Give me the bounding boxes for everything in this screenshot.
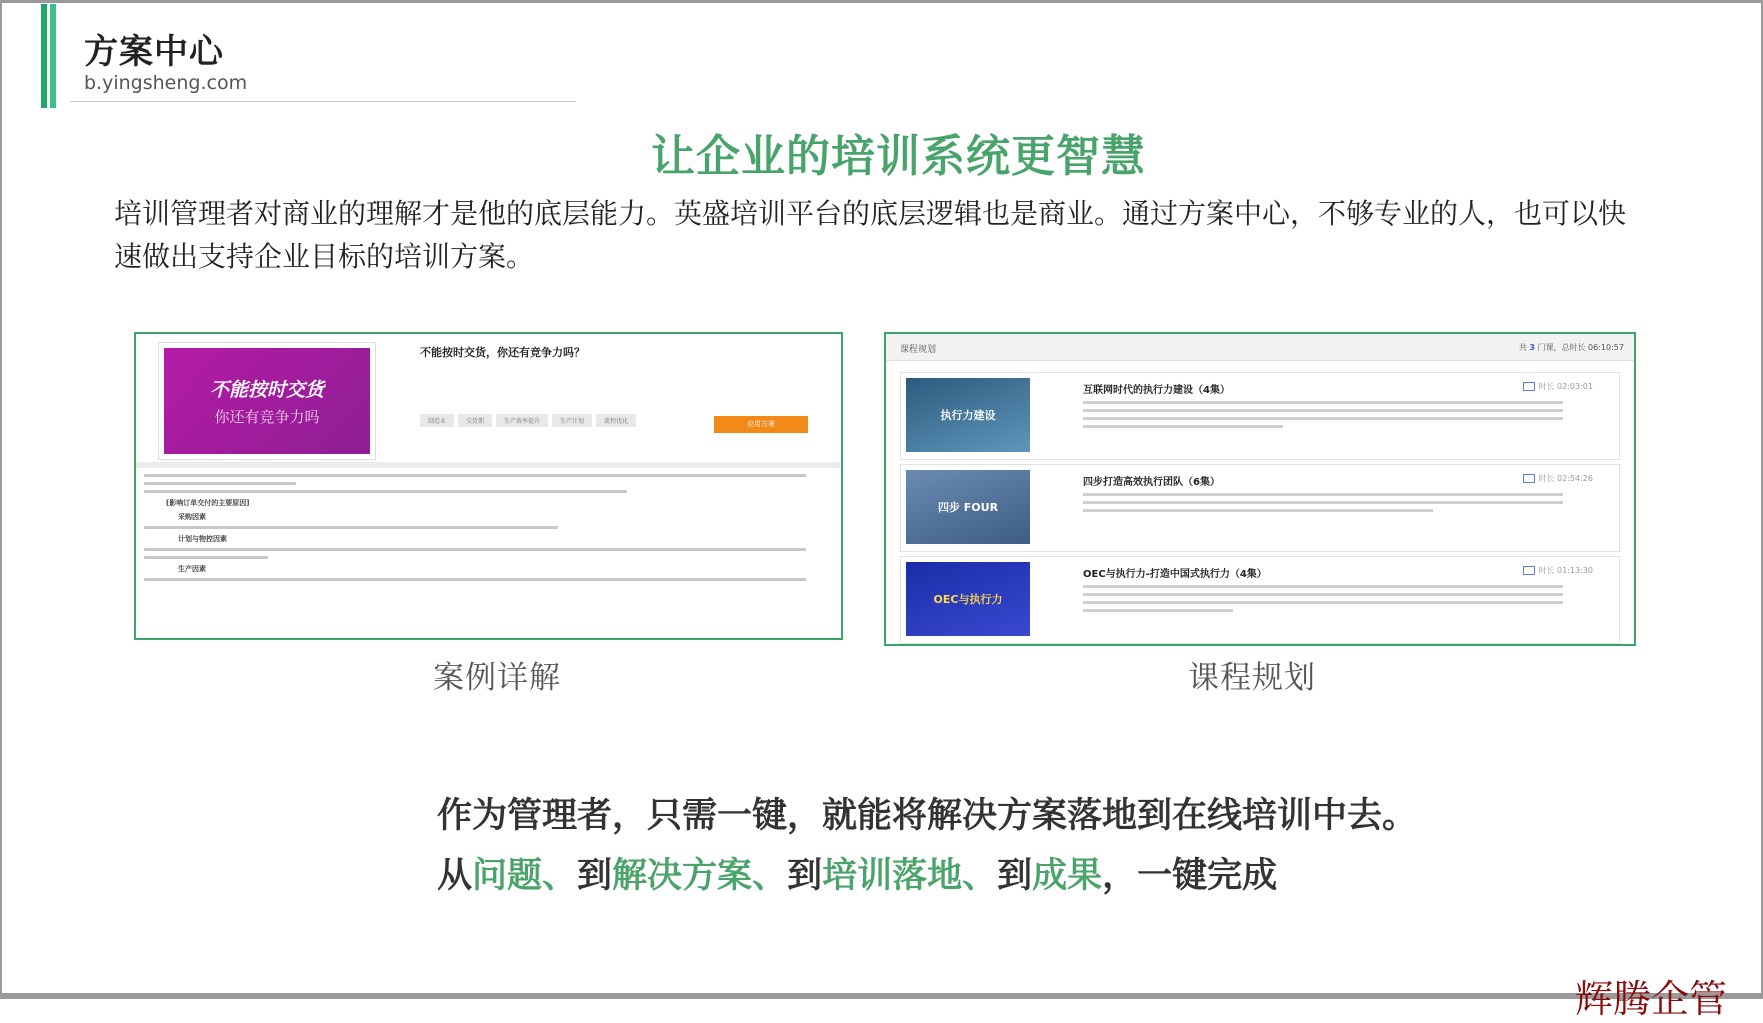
video-icon	[1523, 382, 1535, 391]
case-thumbnail	[164, 348, 370, 454]
frame-bottom-border	[0, 993, 1763, 999]
stat-count: 3	[1529, 343, 1535, 352]
case-title: 不能按时交货，你还有竞争力吗？	[420, 346, 585, 359]
case-detail-screenshot	[134, 332, 843, 640]
course-plan-label: 课程规划	[900, 345, 937, 355]
case-tag[interactable]: 交货期	[458, 414, 492, 427]
case-thumbnail-frame	[158, 342, 376, 460]
case-header	[136, 334, 841, 464]
course-thumbnail: 四步 FOUR	[906, 470, 1030, 544]
sub-heading: 计划与物控因素	[178, 535, 227, 543]
text-line	[144, 556, 268, 559]
text-line	[1083, 509, 1433, 512]
text-line	[144, 578, 806, 581]
text-line	[144, 526, 558, 529]
course-plan-screenshot	[884, 332, 1636, 646]
brand-title: 方案中心	[84, 32, 224, 72]
frame-top-border	[0, 0, 1763, 3]
summary-text: 从	[437, 856, 473, 896]
case-body	[144, 474, 834, 586]
case-tag[interactable]: 生产计划	[552, 414, 592, 427]
summary-text: 到	[577, 856, 613, 896]
course-description	[1083, 585, 1583, 617]
page-title: 让企业的培训系统更智慧	[651, 131, 1146, 182]
text-line	[144, 490, 627, 493]
summary-line-1: 作为管理者，只需一键，就能将解决方案落地到在线培训中去。	[437, 796, 1418, 836]
stat-suffix: 门课，总时长 06:10:57	[1537, 343, 1624, 352]
stat-prefix: 共	[1518, 343, 1527, 352]
course-duration	[1523, 381, 1593, 392]
watermark-stamp: 辉腾企管	[1575, 977, 1728, 1021]
text-line	[1083, 417, 1563, 420]
case-tags	[420, 414, 670, 427]
text-line	[1083, 409, 1563, 412]
video-icon	[1523, 566, 1535, 575]
duration-text: 时长 02:03:01	[1538, 382, 1593, 391]
video-icon	[1523, 474, 1535, 483]
thumb-line1: 不能按时交货	[209, 379, 324, 401]
case-tag[interactable]: 流程优化	[596, 414, 636, 427]
sub-heading: 生产因素	[178, 565, 206, 573]
summary-highlight: 成果	[1032, 856, 1103, 896]
duration-text: 时长 01:13:30	[1538, 566, 1593, 575]
apply-plan-button[interactable]: 应用方案	[714, 416, 808, 433]
duration-text: 时长 02:54:26	[1538, 474, 1593, 483]
case-divider	[136, 462, 841, 468]
course-title[interactable]: 互联网时代的执行力建设（4集）	[1083, 385, 1230, 396]
summary-text: 到	[787, 856, 823, 896]
caption-course-plan: 课程规划	[1188, 660, 1316, 696]
course-description	[1083, 401, 1583, 433]
text-line	[1083, 501, 1563, 504]
course-description	[1083, 493, 1583, 517]
accent-bar-secondary	[50, 4, 56, 108]
brand-url: b.yingsheng.com	[84, 72, 248, 94]
accent-bar	[41, 4, 47, 108]
text-line	[1083, 601, 1563, 604]
course-card[interactable]	[900, 556, 1620, 644]
course-title[interactable]: 四步打造高效执行团队（6集）	[1083, 477, 1220, 488]
course-card[interactable]	[900, 372, 1620, 460]
course-thumbnail: 执行力建设	[906, 378, 1030, 452]
text-line	[1083, 585, 1563, 588]
course-duration	[1523, 565, 1593, 576]
sub-heading: 采购因素	[178, 513, 206, 521]
course-duration	[1523, 473, 1593, 484]
text-line	[1083, 425, 1283, 428]
thumb-line2: 你还有竞争力吗	[214, 408, 320, 426]
course-plan-stats	[1519, 342, 1624, 353]
summary-highlight: 解决方案、	[612, 856, 788, 896]
text-line	[144, 482, 296, 485]
text-line	[1083, 593, 1563, 596]
course-thumbnail: OEC与执行力	[906, 562, 1030, 636]
text-line	[1083, 401, 1563, 404]
summary-highlight: 问题、	[472, 856, 578, 896]
summary-text: ，一键完成	[1102, 856, 1278, 896]
text-line	[144, 548, 806, 551]
summary-highlight: 培训落地、	[822, 856, 998, 896]
summary-line-2	[437, 848, 1277, 898]
intro-paragraph: 培训管理者对商业的理解才是他的底层能力。英盛培训平台的底层逻辑也是商业。通过方案中心，不够专业的人，也可以快速做出支持企业目标的培训方案。	[114, 197, 1627, 273]
header-divider	[70, 101, 576, 102]
section-heading: [影响订单交付的主要原因]	[166, 499, 250, 507]
course-card[interactable]	[900, 464, 1620, 552]
course-plan-header	[886, 334, 1634, 361]
course-title[interactable]: OEC与执行力-打造中国式执行力（4集）	[1083, 569, 1267, 580]
text-line	[1083, 493, 1563, 496]
text-line	[1083, 609, 1233, 612]
text-line	[144, 474, 806, 477]
summary-text: 到	[997, 856, 1033, 896]
caption-case-detail: 案例详解	[433, 660, 561, 696]
case-tag[interactable]: 生产效率提升	[496, 414, 548, 427]
case-tag[interactable]: 制造业	[420, 414, 454, 427]
